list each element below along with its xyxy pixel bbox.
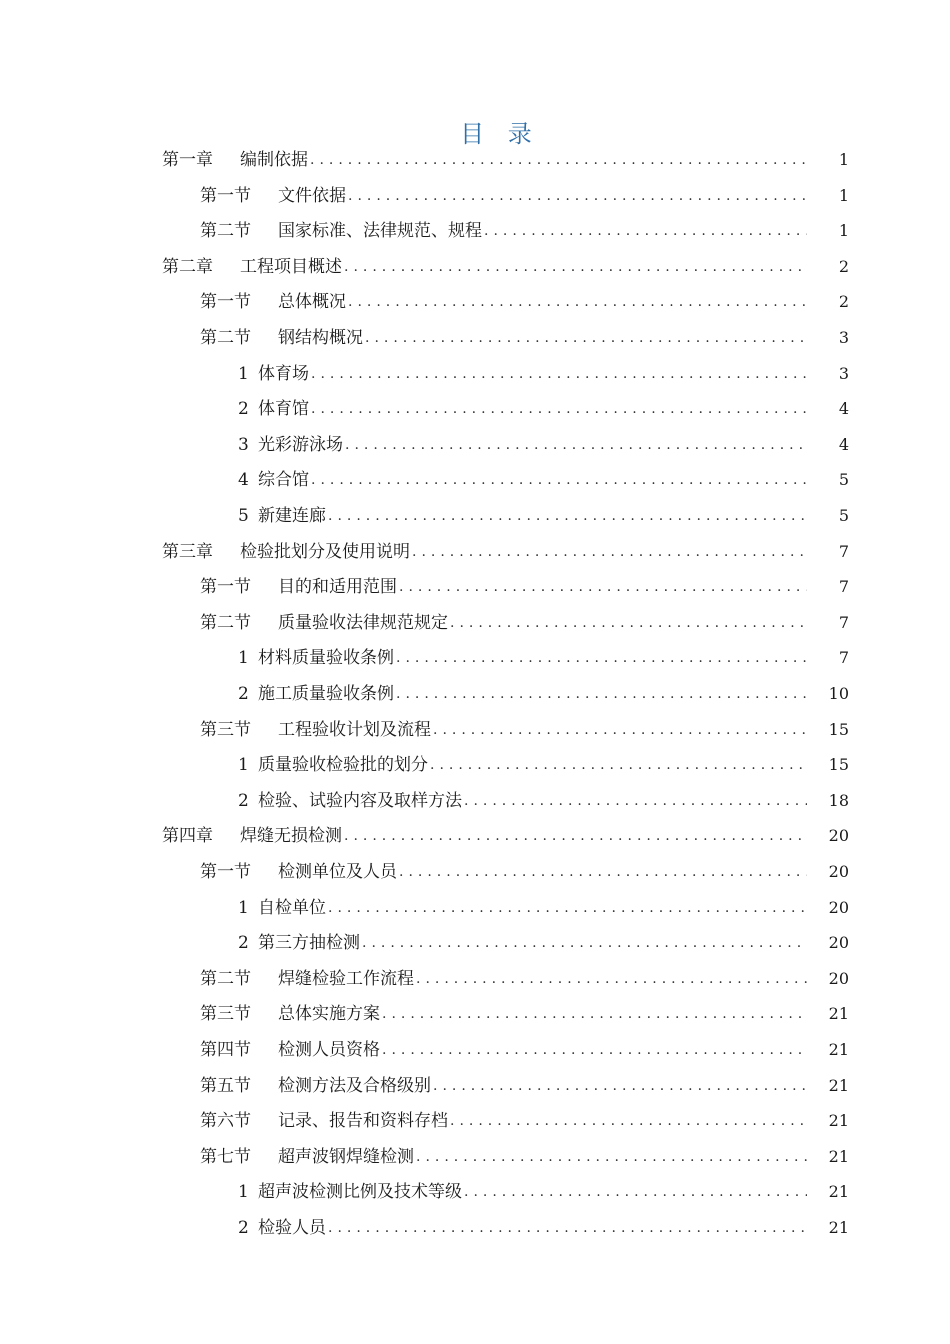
toc-dot-leader bbox=[344, 249, 807, 285]
toc-entry-number: 2 bbox=[238, 684, 249, 704]
toc-entry-title: 检测单位及人员 bbox=[278, 862, 397, 882]
toc-entry-title: 体育馆 bbox=[258, 399, 309, 420]
toc-entry-page: 21 bbox=[828, 1004, 849, 1024]
toc-dot-leader bbox=[416, 1139, 807, 1175]
toc-entry-label bbox=[238, 1210, 326, 1246]
toc-entry-label bbox=[200, 1068, 431, 1104]
toc-entry-number: 第三节 bbox=[200, 1004, 251, 1025]
toc-entry-label bbox=[162, 249, 342, 285]
toc-entry-page: 7 bbox=[838, 541, 849, 561]
toc-entry-number: 2 bbox=[238, 933, 249, 954]
toc-entry-label bbox=[200, 996, 380, 1032]
toc-entry-number: 第一节 bbox=[200, 577, 251, 598]
toc-dot-leader bbox=[311, 356, 807, 392]
toc-entry-title: 超声波钢焊缝检测 bbox=[278, 1146, 414, 1167]
toc-entry-number: 第三章 bbox=[162, 541, 213, 562]
toc-entry-page: 2 bbox=[838, 256, 849, 276]
toc-dot-leader bbox=[464, 783, 807, 819]
toc-entry-title: 质量验收法律规范规定 bbox=[278, 612, 448, 633]
toc-entry-label bbox=[238, 498, 326, 534]
toc-entry-page: 15 bbox=[828, 755, 849, 775]
toc-entry[interactable] bbox=[200, 996, 849, 1032]
toc-entry-number: 3 bbox=[238, 434, 249, 455]
toc-entry-page: 20 bbox=[828, 862, 849, 881]
toc-entry-title: 施工质量验收条例 bbox=[258, 684, 394, 704]
toc-dot-leader bbox=[433, 1068, 807, 1104]
toc-dot-leader bbox=[362, 925, 807, 961]
toc-dot-leader bbox=[396, 640, 807, 676]
toc-entry-page: 20 bbox=[828, 968, 849, 988]
toc-dot-leader bbox=[365, 320, 807, 356]
toc-entry[interactable] bbox=[200, 605, 849, 641]
toc-entry-label bbox=[200, 1103, 448, 1139]
toc-entry-number: 第一节 bbox=[200, 292, 251, 313]
toc-entry[interactable] bbox=[200, 178, 849, 214]
toc-entry-label bbox=[238, 356, 309, 392]
toc-entry-label bbox=[238, 1174, 462, 1210]
toc-entry-number: 第三节 bbox=[200, 719, 251, 740]
toc-entry-number: 第七节 bbox=[200, 1146, 251, 1167]
toc-entry-number: 5 bbox=[238, 506, 249, 526]
toc-entry[interactable] bbox=[200, 712, 849, 748]
toc-dot-leader bbox=[412, 534, 807, 570]
toc-dot-leader bbox=[311, 391, 807, 427]
toc-dot-leader bbox=[310, 142, 807, 178]
toc-dot-leader bbox=[416, 961, 807, 997]
toc-dot-leader bbox=[345, 427, 807, 463]
toc-entry[interactable] bbox=[200, 213, 849, 249]
toc-entry-label bbox=[200, 1032, 380, 1068]
toc-entry-label bbox=[200, 178, 346, 214]
toc-entry[interactable] bbox=[238, 925, 849, 961]
toc-entry-label bbox=[238, 391, 309, 427]
toc-entry-label bbox=[200, 213, 482, 249]
toc-entry-label bbox=[200, 605, 448, 641]
toc-entry-label bbox=[200, 284, 346, 320]
toc-entry-title: 第三方抽检测 bbox=[258, 933, 360, 954]
toc-entry-page: 5 bbox=[838, 470, 849, 490]
toc-dot-leader bbox=[328, 890, 807, 926]
toc-entry[interactable] bbox=[200, 320, 849, 356]
toc-entry[interactable] bbox=[238, 747, 849, 783]
toc-entry-label bbox=[238, 747, 428, 783]
toc-entry-label bbox=[200, 712, 431, 748]
toc-entry[interactable] bbox=[162, 818, 849, 854]
toc-entry-page: 21 bbox=[828, 1040, 849, 1059]
toc-entry-label bbox=[238, 925, 360, 961]
toc-dot-leader bbox=[328, 1210, 807, 1246]
toc-entry[interactable] bbox=[200, 1068, 849, 1104]
toc-entry-number: 1 bbox=[238, 755, 249, 776]
toc-entry[interactable] bbox=[200, 961, 849, 997]
toc-entry[interactable] bbox=[238, 462, 849, 498]
toc-dot-leader bbox=[348, 178, 807, 214]
toc-entry-title: 自检单位 bbox=[258, 897, 326, 918]
toc-entry-page: 7 bbox=[838, 577, 849, 597]
toc-entry[interactable] bbox=[238, 783, 849, 819]
toc-entry-page: 1 bbox=[838, 150, 849, 169]
toc-entry-title: 总体实施方案 bbox=[278, 1004, 380, 1025]
toc-entry[interactable] bbox=[200, 284, 849, 320]
toc-entry-title: 国家标准、法律规范、规程 bbox=[278, 221, 482, 242]
toc-entry-number: 2 bbox=[238, 790, 249, 811]
toc-dot-leader bbox=[484, 213, 807, 249]
toc-entry-label bbox=[162, 142, 308, 178]
toc-entry-title: 光彩游泳场 bbox=[258, 434, 343, 455]
toc-entry[interactable] bbox=[238, 890, 849, 926]
toc-entry-title: 焊缝无损检测 bbox=[240, 826, 342, 847]
toc-entry-page: 21 bbox=[828, 1218, 849, 1237]
toc-entry[interactable] bbox=[200, 1032, 849, 1068]
toc-entry-title: 检验人员 bbox=[258, 1218, 326, 1238]
toc-entry-page: 20 bbox=[828, 897, 849, 917]
toc-entry-page: 21 bbox=[828, 1111, 849, 1131]
toc-entry-number: 第四章 bbox=[162, 826, 213, 847]
toc-entry-title: 工程项目概述 bbox=[240, 256, 342, 277]
toc-entry-title: 钢结构概况 bbox=[278, 328, 363, 348]
toc-entry-title: 编制依据 bbox=[240, 150, 308, 170]
toc-entry-page: 4 bbox=[838, 399, 849, 419]
toc-dot-leader bbox=[311, 462, 807, 498]
toc-dot-leader bbox=[382, 996, 807, 1032]
toc-entry-page: 20 bbox=[828, 933, 849, 953]
toc-entry-label bbox=[200, 569, 397, 605]
toc-entry-title: 记录、报告和资料存档 bbox=[278, 1111, 448, 1132]
toc-entry-page: 7 bbox=[838, 648, 849, 668]
toc-entry-title: 总体概况 bbox=[278, 292, 346, 313]
toc-entry[interactable] bbox=[238, 427, 849, 463]
toc-entry[interactable] bbox=[200, 1139, 849, 1175]
toc-dot-leader bbox=[396, 676, 807, 712]
toc-dot-leader bbox=[328, 498, 807, 534]
toc-entry-number: 4 bbox=[238, 470, 249, 491]
toc-entry-title: 工程验收计划及流程 bbox=[278, 719, 431, 740]
toc-entry-number: 1 bbox=[238, 1182, 249, 1203]
toc-entry-label bbox=[238, 676, 394, 712]
toc-entry[interactable] bbox=[162, 534, 849, 570]
toc-entry-title: 体育场 bbox=[258, 363, 309, 384]
toc-entry-title: 目的和适用范围 bbox=[278, 577, 397, 598]
toc-entry[interactable] bbox=[238, 1210, 849, 1246]
toc-entry-page: 15 bbox=[828, 719, 849, 739]
toc-entry-page: 3 bbox=[838, 363, 849, 383]
toc-entry-label bbox=[238, 640, 394, 676]
toc-entry[interactable] bbox=[238, 498, 849, 534]
toc-entry-number: 第二节 bbox=[200, 328, 251, 348]
toc-entry-number: 第六节 bbox=[200, 1111, 251, 1132]
toc-entry-number: 1 bbox=[238, 648, 249, 669]
toc-dot-leader bbox=[399, 569, 807, 605]
toc-entry-label bbox=[238, 783, 462, 819]
toc-entry-title: 超声波检测比例及技术等级 bbox=[258, 1182, 462, 1203]
toc-entry[interactable] bbox=[162, 142, 849, 178]
toc-entry-label bbox=[200, 854, 397, 890]
toc-entry-title: 质量验收检验批的划分 bbox=[258, 755, 428, 776]
toc-entry-page: 10 bbox=[828, 684, 849, 703]
toc-entry-label bbox=[238, 890, 326, 926]
toc-entry-label bbox=[200, 320, 363, 356]
toc-entry-title: 材料质量验收条例 bbox=[258, 648, 394, 669]
toc-entry[interactable] bbox=[162, 249, 849, 285]
toc-entry-page: 1 bbox=[838, 221, 849, 241]
toc-entry-label bbox=[162, 818, 342, 854]
toc-entry[interactable] bbox=[238, 676, 849, 712]
toc-entry-page: 21 bbox=[828, 1146, 849, 1166]
toc-entry-title: 检验、试验内容及取样方法 bbox=[258, 790, 462, 811]
toc-title: 目 录 bbox=[460, 120, 540, 148]
toc-entry-number: 1 bbox=[238, 363, 249, 384]
toc-entry-page: 20 bbox=[828, 826, 849, 846]
toc-entry-label bbox=[200, 1139, 414, 1175]
toc-entry-number: 第一节 bbox=[200, 862, 251, 882]
toc-entry-page: 18 bbox=[828, 790, 849, 810]
toc-entry-title: 检验批划分及使用说明 bbox=[240, 541, 410, 562]
toc-dot-leader bbox=[450, 605, 807, 641]
toc-dot-leader bbox=[464, 1174, 807, 1210]
toc-entry-page: 21 bbox=[828, 1075, 849, 1095]
toc-dot-leader bbox=[348, 284, 807, 320]
toc-dot-leader bbox=[382, 1032, 807, 1068]
toc-entry[interactable] bbox=[238, 391, 849, 427]
toc-dot-leader bbox=[450, 1103, 807, 1139]
toc-entry-page: 5 bbox=[838, 506, 849, 525]
toc-entry-page: 3 bbox=[838, 328, 849, 347]
toc-entry-number: 第二节 bbox=[200, 612, 251, 633]
toc-entry[interactable] bbox=[200, 1103, 849, 1139]
toc-entry-title: 新建连廊 bbox=[258, 506, 326, 526]
toc-entry-title: 检测人员资格 bbox=[278, 1040, 380, 1060]
toc-entry-number: 2 bbox=[238, 399, 249, 420]
toc-entry-page: 2 bbox=[838, 292, 849, 312]
toc-dot-leader bbox=[433, 712, 807, 748]
toc-entry-label bbox=[162, 534, 410, 570]
toc-entry[interactable] bbox=[200, 854, 849, 890]
toc-entry[interactable] bbox=[238, 1174, 849, 1210]
toc-entry-page: 1 bbox=[838, 185, 849, 205]
toc-entry-title: 综合馆 bbox=[258, 470, 309, 491]
toc-entry-number: 第五节 bbox=[200, 1075, 251, 1096]
toc-entry-title: 焊缝检验工作流程 bbox=[278, 968, 414, 989]
toc-entry[interactable] bbox=[200, 569, 849, 605]
toc-entry-number: 1 bbox=[238, 897, 249, 918]
toc-entry[interactable] bbox=[238, 356, 849, 392]
toc-entry-label bbox=[200, 961, 414, 997]
toc-entry-number: 第二节 bbox=[200, 221, 251, 242]
toc-entry[interactable] bbox=[238, 640, 849, 676]
toc-entry-number: 第一节 bbox=[200, 185, 251, 206]
toc-entry-page: 4 bbox=[838, 434, 849, 454]
toc-entry-number: 2 bbox=[238, 1218, 249, 1238]
toc-dot-leader bbox=[344, 818, 807, 854]
toc-entry-label bbox=[238, 427, 343, 463]
toc-entry-number: 第二章 bbox=[162, 256, 213, 277]
toc-dot-leader bbox=[430, 747, 807, 783]
toc-entry-page: 21 bbox=[828, 1182, 849, 1202]
toc-entry-number: 第一章 bbox=[162, 150, 213, 170]
toc-entry-page: 7 bbox=[838, 612, 849, 632]
toc-entry-title: 文件依据 bbox=[278, 185, 346, 206]
toc-entry-number: 第二节 bbox=[200, 968, 251, 989]
toc-entry-number: 第四节 bbox=[200, 1040, 251, 1060]
toc-dot-leader bbox=[399, 854, 807, 890]
toc-entry-title: 检测方法及合格级别 bbox=[278, 1075, 431, 1096]
toc-entry-label bbox=[238, 462, 309, 498]
